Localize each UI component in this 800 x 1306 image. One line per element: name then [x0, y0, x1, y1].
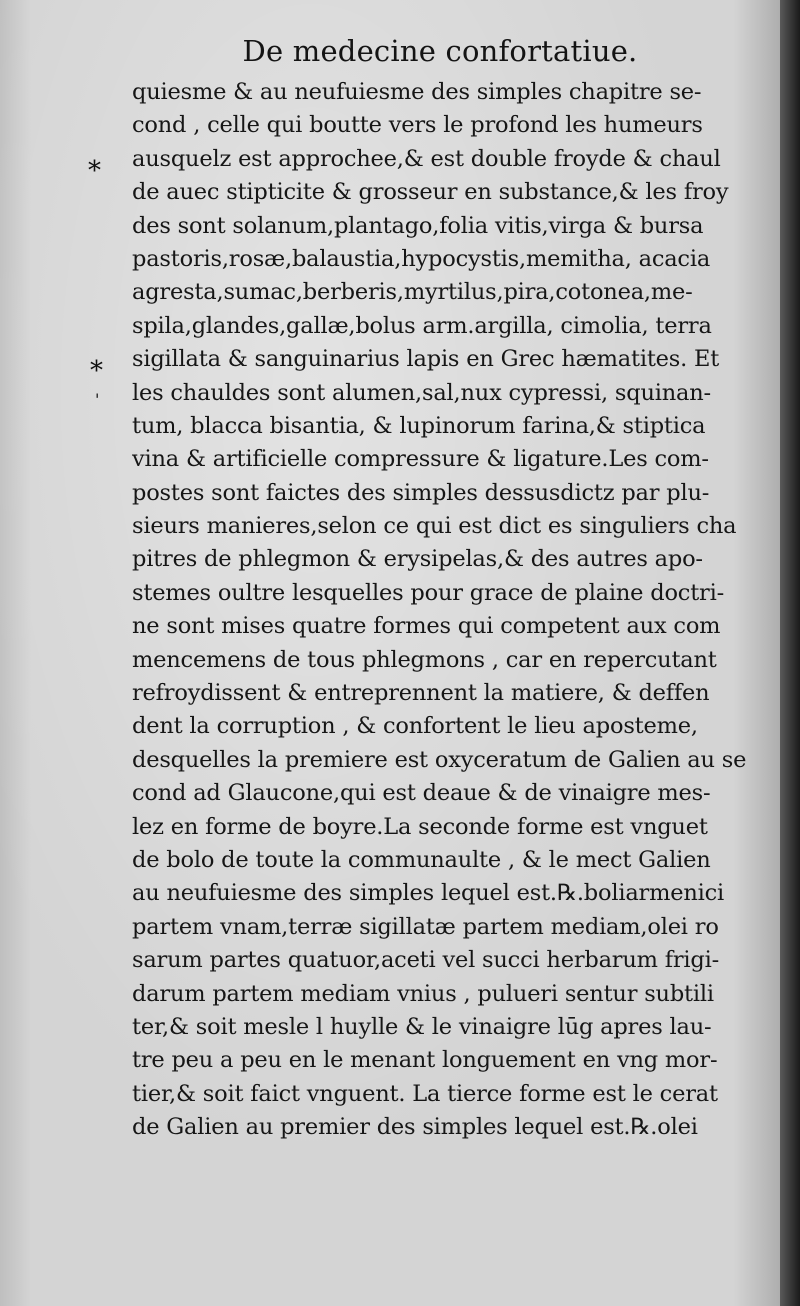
text-line: ausquelz est approchee,& est double froyde & chaul — [132, 145, 721, 172]
text-line: cond ad Glaucone,qui est deaue & de vinaigre mes- — [132, 780, 711, 807]
text-line: sarum partes quatuor,aceti vel succi herbarum frigi- — [132, 947, 720, 974]
text-line: desquelles la premiere est oxyceratum de Galien au se — [132, 746, 747, 773]
text-line: partem vnam,terræ sigillatæ partem mediam,olei ro — [132, 913, 719, 940]
text-line: des sont solanum,plantago,folia vitis,virga & bursa — [132, 212, 704, 239]
text-line: de Galien au premier des simples lequel est.℞.olei — [132, 1114, 698, 1141]
text-line: darum partem mediam vnius , pulueri sentur subtili — [132, 980, 714, 1007]
text-line: tre peu a peu en le menant longuement en vng mor- — [132, 1047, 718, 1074]
text-line: les chauldes sont alumen,sal,nux cypressi, squinan- — [132, 379, 711, 406]
text-line: tum, blacca bisantia, & lupinorum farina,& stiptica — [132, 412, 706, 439]
text-line: sieurs manieres,selon ce qui est dict es singuliers cha — [132, 513, 737, 540]
text-line: refroydissent & entreprennent la matiere, & deffen — [132, 680, 710, 707]
text-line: pitres de phlegmon & erysipelas,& des autres apo- — [132, 546, 703, 573]
text-line: vina & artificielle compressure & ligature.Les com- — [132, 446, 709, 473]
marginal-asterisk: * — [88, 156, 101, 186]
text-line: stemes oultre lesquelles pour grace de plaine doctri- — [132, 579, 725, 606]
marginal-asterisk: * — [90, 356, 103, 386]
running-head: De medecine confortatiue. — [242, 34, 638, 68]
text-line: lez en forme de boyre.La seconde forme est vnguet — [132, 813, 708, 840]
page-edge-shadow — [780, 0, 800, 1306]
text-line: pastoris,rosæ,balaustia,hypocystis,memitha, acacia — [132, 245, 711, 272]
marginal-tick: ' — [95, 390, 100, 409]
text-line: quiesme & au neufuiesme des simples chapitre se- — [132, 79, 702, 105]
text-line: de auec stipticite & grosseur en substance,& les froy — [132, 179, 729, 206]
text-line: dent la corruption , & confortent le lieu aposteme, — [132, 713, 698, 740]
text-line: cond , celle qui boutte vers le profond les humeurs — [132, 112, 703, 139]
text-line: tier,& soit faict vnguent. La tierce forme est le cerat — [132, 1080, 718, 1107]
text-line: au neufuiesme des simples lequel est.℞.boliarmenici — [132, 880, 725, 907]
text-line: agresta,sumac,berberis,myrtilus,pira,cotonea,me- — [132, 279, 693, 306]
text-line: ne sont mises quatre formes qui competent aux com — [132, 613, 721, 640]
body-text — [132, 76, 760, 1145]
text-line: de bolo de toute la communaulte , & le mect Galien — [132, 846, 711, 873]
text-line: spila,glandes,gallæ,bolus arm.argilla, cimolia, terra — [132, 312, 712, 339]
text-line: ter,& soit mesle l huylle & le vinaigre lūg apres lau- — [132, 1013, 712, 1040]
text-line: postes sont faictes des simples dessusdictz par plu- — [132, 479, 710, 506]
text-line: sigillata & sanguinarius lapis en Grec hæmatites. Et — [132, 346, 720, 373]
text-line: mencemens de tous phlegmons , car en repercutant — [132, 646, 717, 673]
